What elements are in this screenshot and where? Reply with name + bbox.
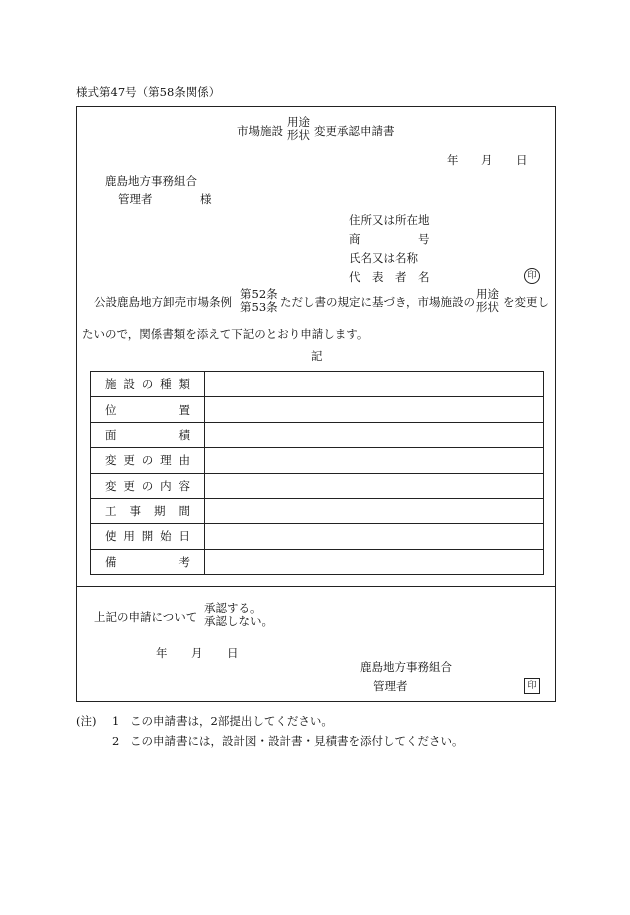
date-day: 日	[516, 153, 528, 167]
table-row	[91, 473, 544, 498]
title-option-use: 用途	[287, 115, 310, 129]
title-options	[287, 116, 310, 142]
title-option-shape: 形状	[287, 128, 310, 142]
body-part3: を変更し	[503, 295, 549, 309]
ki-label: 記	[311, 349, 323, 363]
row-label	[91, 372, 205, 397]
row-label	[91, 473, 205, 498]
table-row	[91, 498, 544, 523]
form-number: 様式第47号（第58条関係）	[76, 85, 221, 99]
row-label-text: 面 積	[105, 427, 190, 442]
applicant-trade-name: 商 号	[349, 232, 430, 246]
approval-org: 鹿島地方事務組合	[360, 660, 452, 674]
note-1-text: この申請書は，2部提出してください。	[130, 714, 333, 728]
body-article-52: 第52条	[240, 287, 278, 301]
applicant-representative: 代 表 者 名	[349, 270, 430, 284]
title-suffix: 変更承認申請書	[314, 124, 395, 138]
approval-date-month: 月	[191, 646, 203, 660]
row-value[interactable]	[205, 498, 544, 523]
note-2-number: 2	[112, 734, 120, 748]
date-year: 年	[447, 153, 459, 167]
detail-table	[90, 371, 544, 575]
row-label-text: 工 事 期 間	[105, 504, 190, 519]
row-label-text: 位 置	[105, 402, 190, 417]
row-value[interactable]	[205, 422, 544, 447]
body-articles	[240, 288, 278, 314]
body-article-53: 第53条	[240, 300, 278, 314]
body-part2: ただし書の規定に基づき，市場施設の	[280, 295, 476, 309]
approval-title: 管理者	[373, 679, 408, 693]
table-row	[91, 524, 544, 549]
approval-divider	[76, 586, 556, 587]
approval-date-year: 年	[156, 646, 168, 660]
row-value[interactable]	[205, 549, 544, 574]
approval-option-approve: 承認する。	[204, 601, 262, 615]
body-option-use: 用途	[476, 287, 499, 301]
body-part1: 公設鹿島地方卸売市場条例	[94, 295, 232, 309]
addressee-honorific: 様	[200, 192, 212, 206]
row-label	[91, 498, 205, 523]
row-label-text: 備 考	[105, 554, 190, 569]
row-value[interactable]	[205, 448, 544, 473]
addressee-org: 鹿島地方事務組合	[105, 174, 197, 188]
row-value[interactable]	[205, 524, 544, 549]
row-value[interactable]	[205, 397, 544, 422]
row-value[interactable]	[205, 473, 544, 498]
date-month: 月	[481, 153, 493, 167]
approval-prefix: 上記の申請について	[94, 610, 198, 624]
table-row	[91, 372, 544, 397]
row-label	[91, 448, 205, 473]
table-row	[91, 397, 544, 422]
title-prefix: 市場施設	[237, 124, 283, 138]
notes-label: (注)	[76, 714, 97, 728]
row-label-text: 変 更 の 内 容	[105, 478, 190, 493]
row-label	[91, 524, 205, 549]
row-label-text: 使 用 開 始 日	[105, 529, 190, 544]
row-value[interactable]	[205, 372, 544, 397]
approval-date-day: 日	[227, 646, 239, 660]
approval-seal-icon: 印	[524, 678, 540, 694]
body-option-shape: 形状	[476, 300, 499, 314]
note-2-text: この申請書には，設計図・設計書・見積書を添付してください。	[130, 734, 464, 748]
body-line2: たいので，関係書類を添えて下記のとおり申請します。	[82, 327, 369, 341]
table-row	[91, 448, 544, 473]
applicant-address: 住所又は所在地	[349, 213, 430, 227]
table-row	[91, 549, 544, 574]
approval-options	[204, 602, 273, 628]
table-row	[91, 422, 544, 447]
row-label	[91, 549, 205, 574]
row-label-text: 施 設 の 種 類	[105, 377, 190, 392]
approval-option-reject: 承認しない。	[204, 614, 273, 628]
seal-icon: 印	[524, 268, 540, 284]
row-label	[91, 422, 205, 447]
row-label-text: 変 更 の 理 由	[105, 453, 190, 468]
addressee-title: 管理者	[118, 192, 153, 206]
row-label	[91, 397, 205, 422]
body-options	[476, 288, 499, 314]
note-1-number: 1	[112, 714, 120, 728]
applicant-name: 氏名又は名称	[349, 251, 418, 265]
